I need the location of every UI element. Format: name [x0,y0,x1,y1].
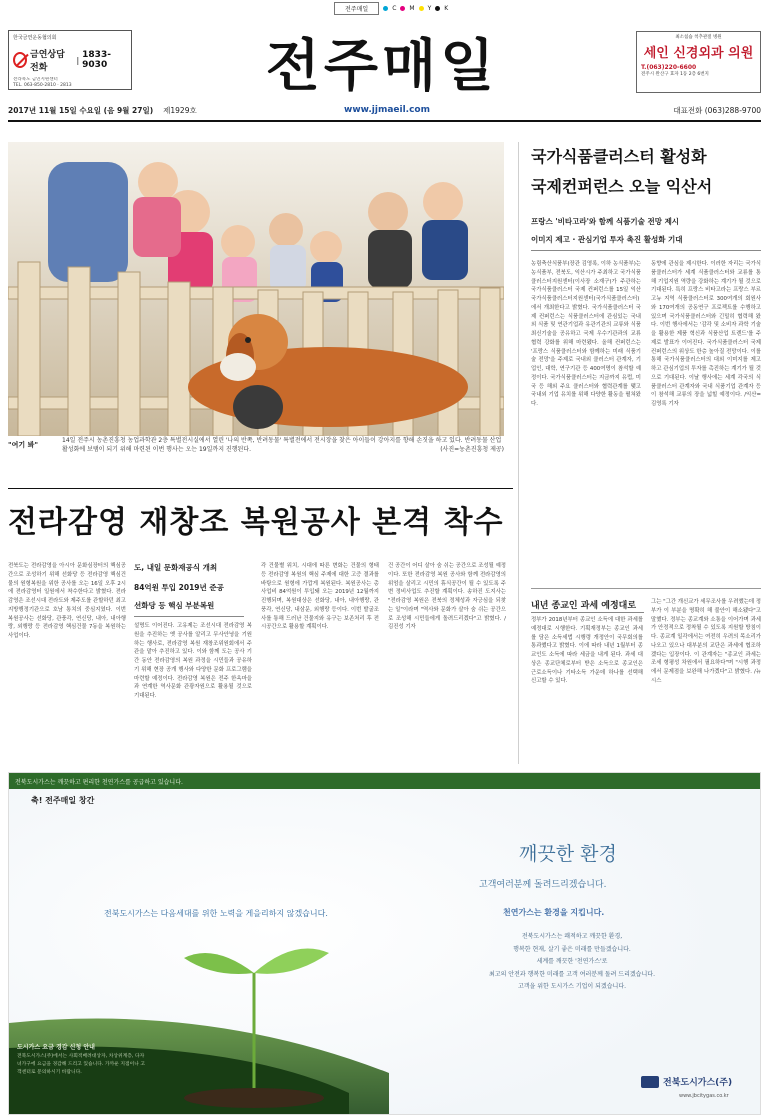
color-c: C [392,5,397,12]
issue-date: 2017년 11월 15일 수요일 (음 9월 27일) [8,105,154,115]
main-sub-1: 도, 내일 문화재공식 개최 [134,563,218,572]
notice-text: 전북도시가스(주)에서는 사회적배려대상자, 차상위계층, 다자녀가구에 요금을 경감해 드리고 있습니다. 가까운 지점이나 고객센터로 문의하시기 바랍니다. [17,1054,146,1076]
main-phone: 대표전화 (063)288-9700 [673,105,761,115]
main-story-column-4: 건 공간이 어디 살아 숨 쉬는 공간으로 조성될 예정이다. 또한 전라감영 복원 공사와 함께 전라감영의 위엄을 살리고 시민의 휴식공간이 될 수 있도록 주변 정비사업도 추진할 계획이다. 송하진 도지사는 "전라감영 복원은 전북의 정체성과 자긍심을 되찾는 일"이라며 "역사와 문화가 살아 숨 쉬는 공간으로 조성해 시민들에게 돌려드리겠다"고 밝혔다. /김진성 기자 [388,563,506,631]
hotline-number: 1833-9030 [82,50,111,70]
ad-keep-line: 천연가스는 환경을 지킵니다. [503,908,605,917]
divider [134,616,244,617]
right-story-sub-1: 프랑스 '비타고라'와 함께 식품기술 전망 제시 [531,217,680,226]
brand-url[interactable]: www.jbcitygas.co.kr [679,1093,729,1099]
main-story-column-2: 설명도 이어진다. 고유제는 조선시대 전라감영 복원을 추진하는 옛 공사를 알리고 무사안녕을 기원하는 행사로, 전라감영 복원 재창조위원회에서 주관을 맡아 추진하고 있다. 이와 함께 도는 공사 기간 동안 전라감영의 복원 과정을 시민들과 공유하기 위해 현장 공개 행사와 다양한 문화 프로그램을 마련할 예정이다. 전라감영 복원은 전주 한옥마을과 연계한 역사문화 관광자원으로 활용될 것으로 기대된다. [134,623,252,699]
print-registration-mark [334,2,448,15]
right-story-sub-2: 이미지 제고 · 관심기업 투자 촉진 활성화 기대 [531,235,683,244]
rate-notice [17,1043,147,1078]
side-story-column-1: 정부가 2018년부터 종교인 소득에 대한 과세를 예정대로 시행한다. 기획재정부는 종교인 과세를 담은 소득세법 시행령 개정안이 국무회의를 통과했다고 밝혔다. 이에 따라 내년 1월부터 종교인도 소득에 따라 세금을 내게 된다. 과세 대상은 종교단체로부터 받은 소득으로 종교인은 근로소득이나 기타소득 가운데 하나를 선택해 신고할 수 있다. [531,617,643,685]
section-rule [8,488,513,489]
ad-top-banner: 전북도시가스는 깨끗하고 편리한 천연가스를 공급하고 있습니다. [9,773,760,789]
main-photo[interactable] [8,142,504,436]
color-k: K [444,5,449,12]
no-smoking-icon [13,52,27,68]
yellow-dot [419,6,424,11]
children-and-puppy-illustration [8,142,504,436]
right-story-column-2: 동향에 관심을 제시한다. 이러한 자리는 국가식품클러스터가 세계 식품클러스터와 교류를 통해 기업지원 역량을 강화하는 계기가 될 것으로 기대된다. 특히 프랑스 비타고라는 프랑스 부르고뉴 지역 식품클러스터로 300여개의 회원사와 170여개의 공동연구 프로젝트를 수행하고 있으며 국가식품클러스터와 긴밀히 협력해 왔다. 이번 행사에서는 '감각 및 소비자 과학 기술을 활용한 제품 혁신과 식품산업 트렌드'를 주제로 발표가 이어진다. 국가식품클러스터 국제 컨퍼런스의 위상도 한층 높아질 전망이다. 이를 통해 국가식품클러스터의 대외 이미지를 제고하고 관심기업의 투자를 촉진하는 계기가 될 것으로 기대된다. 이날 행사에는 세계 각국의 식품클러스터 관계자와 국내 식품기업 관계자 등이 참석해 교류의 장을 넓힐 예정이다. /익산=김영록 기자 [651,261,761,407]
ad-small-print: 전라북도 금연지원센터 TEL. 063-850-2810 · 2813 [13,77,72,88]
column-divider [518,142,519,764]
clinic-name: 세인 신경외과 의원 [643,46,754,61]
side-story-column-2: 그는 "그간 개신교가 세무조사를 우려했는데 정부가 이 부분을 명확히 해 불안이 해소됐다"고 말했다. 정부는 종교계와 소통을 이어가며 과세가 안정적으로 정착될 수 있도록 지원할 방침이다. 종교계 일각에서는 여전히 우려의 목소리가 나오고 있으나 대부분의 교단은 과세에 협조하겠다는 입장이다. 이 관계자는 "종교인 과세는 조세 형평성 차원에서 필요하다"며 "시행 과정에서 문제점을 보완해 나가겠다"고 밝혔다. /뉴시스 [651,599,761,684]
right-story-headline-1[interactable]: 국가식품클러스터 활성화 [531,147,707,166]
clinic-addr: 전주시 완산구 효자 1동 2층 6번지 [641,72,709,78]
brand-name: 전북도시가스(주) [663,1078,733,1088]
magenta-dot [400,6,405,11]
newspaper-logo: 전주매일 [265,34,499,99]
ad-body: 전북도시가스는 쾌적하고 깨끗한 환경, 행복한 현재, 살기 좋은 미래를 만들겠습니다. 세계를 깨끗한 '천연가스'로 최고의 안전과 행복한 미래를 고객 여러분께 돌려 드리겠습니다. 고객을 위한 도시가스 기업이 되겠습니다. [489,933,655,991]
photo-caption: 14일 전주시 농촌진흥청 농업과학관 2층 특별전시실에서 열린 '나의 반쪽, 반려동물' 특별전에서 전시장을 찾은 아이들이 강아지를 향해 손짓을 하고 있다. 반려동물 산업 활성화에 보탬이 되기 위해 마련된 이번 행사는 오는 19일까지 진행된다. (사진=농촌진흥청 제공) [62,437,504,453]
clinic-tel: T.(063)220-6600 [641,64,697,71]
divider [531,250,761,251]
side-story-headline[interactable]: 내년 종교인 과세 예정대로 [531,601,637,611]
ad-title: 깨끗한 환경 [519,843,617,865]
gas-company-ad[interactable] [8,772,761,1115]
ad-org: 한국금연운동협의회 [13,35,57,41]
section-rule [531,588,761,589]
photo-credit: (사진=농촌진흥청 제공) [440,446,504,453]
issue-number: 제1929호 [163,105,197,115]
main-sub-3: 선화당 등 핵심 부분복원 [134,601,215,610]
celebration-text: 축! 전주매일 창간 [31,796,95,805]
cyan-dot [383,6,388,11]
clinic-details [641,64,756,79]
quit-smoking-ad[interactable]: 한국금연운동협의회 금연상담전화 | 1833-9030 전라북도 금연지원센터 TEL. 063-850-2810 · 2813 [8,30,132,90]
divider [531,612,644,613]
notice-title: 도시가스 요금 경감 신청 안내 [17,1044,95,1051]
gas-company-logo-icon [641,1076,659,1088]
right-story-headline-2[interactable]: 국제컨퍼런스 오늘 익산서 [531,177,713,196]
website-link[interactable]: www.jjmaeil.com [344,105,430,115]
main-story-column-1: 전북도는 전라감영을 아시아 문화심장터의 핵심공간으로 조성하기 위해 선화당 등 전라감영 핵심건물의 원형복원을 위한 공사를 오는 16일 오후 2시에 전라감영터 일원에서 착수한다고 밝혔다. 전라감영은 조선시대 전라도와 제주도를 관할하던 최고 지방행정기관으로 호남 통치의 중심지였다. 이번 복원공사는 선화당, 관풍각, 연신당, 내아, 내아행랑, 외행랑 등 전라감영 핵심건물 7동을 복원하는 사업이다. [8,563,126,639]
masthead-rule [8,120,761,122]
main-sub-2: 84억원 투입 2019년 준공 [134,583,224,592]
main-story-column-3: 각 건물별 위치, 시대에 따른 변화는 건물의 형태 등 전라감영 복원의 핵심 주제에 대한 고증 결과를 바탕으로 원형에 가깝게 복원된다. 복원공사는 총사업비 84억원이 투입돼 오는 2019년 12월까지 진행되며, 복원대상은 선화당, 내아, 내아행랑, 관풍각, 연신당, 내삼문, 외행랑 등이다. 이번 발굴조사를 통해 드러난 건물지와 유구는 보존처리 후 전시공간으로 활용할 계획이다. [261,563,379,631]
black-dot [435,6,440,11]
section-label: 전주매일 [334,2,379,15]
right-story-column-1: 농림축산식품부(장관 김영록, 이하 농식품부)는 농식품부, 전북도, 익산시가 주최하고 국가식품클러스터지원센터(이사장 소재구)가 주관하는 국가식품클러스터 국제 컨퍼런스를 15일 익산 국가식품클러스터지원센터(국가식품클러스터)에서 개최한다고 밝혔다. 국가식품클러스터 국제 컨퍼런스는 식품클러스터에 관심있는 국내외 식품 및 연관기업과 유관기관의 교류와 식품 최신기술을 공유하고 국제 우수기관과의 교류협력 강화를 위해 마련됐다. 올해 컨퍼런스는 '프랑스 식품클러스터와 함께하는 미래 식품기술 전망'을 주제로 국내외 클러스터 관계자, 기업인, 대학, 연구기관 등 400여명이 참석할 예정이다. 국가식품클러스터는 지금까지 유럽, 미국 등 해외 주요 클러스터와 협력관계를 맺고 국내외 기업 유치를 위해 다양한 활동을 펼쳐왔다. [531,261,641,407]
color-m: M [409,5,415,12]
hotline-label: 금연상담전화 [30,50,65,73]
ad-subtitle: 고객여러분께 돌려드리겠습니다. [479,880,607,890]
color-y: Y [427,5,432,12]
dateline [8,103,761,117]
photo-tag: "여기 봐" [8,441,39,449]
main-headline[interactable]: 전라감영 재창조 복원공사 본격 착수 [8,505,504,540]
clinic-ad[interactable] [636,31,761,93]
mission-text: 전북도시가스는 다음세대를 위한 노력을 게을리하지 않겠습니다. [104,909,328,918]
gas-company-brand [641,1075,732,1088]
clinic-tagline: 최소침습 척추관절 병원 [675,35,722,40]
